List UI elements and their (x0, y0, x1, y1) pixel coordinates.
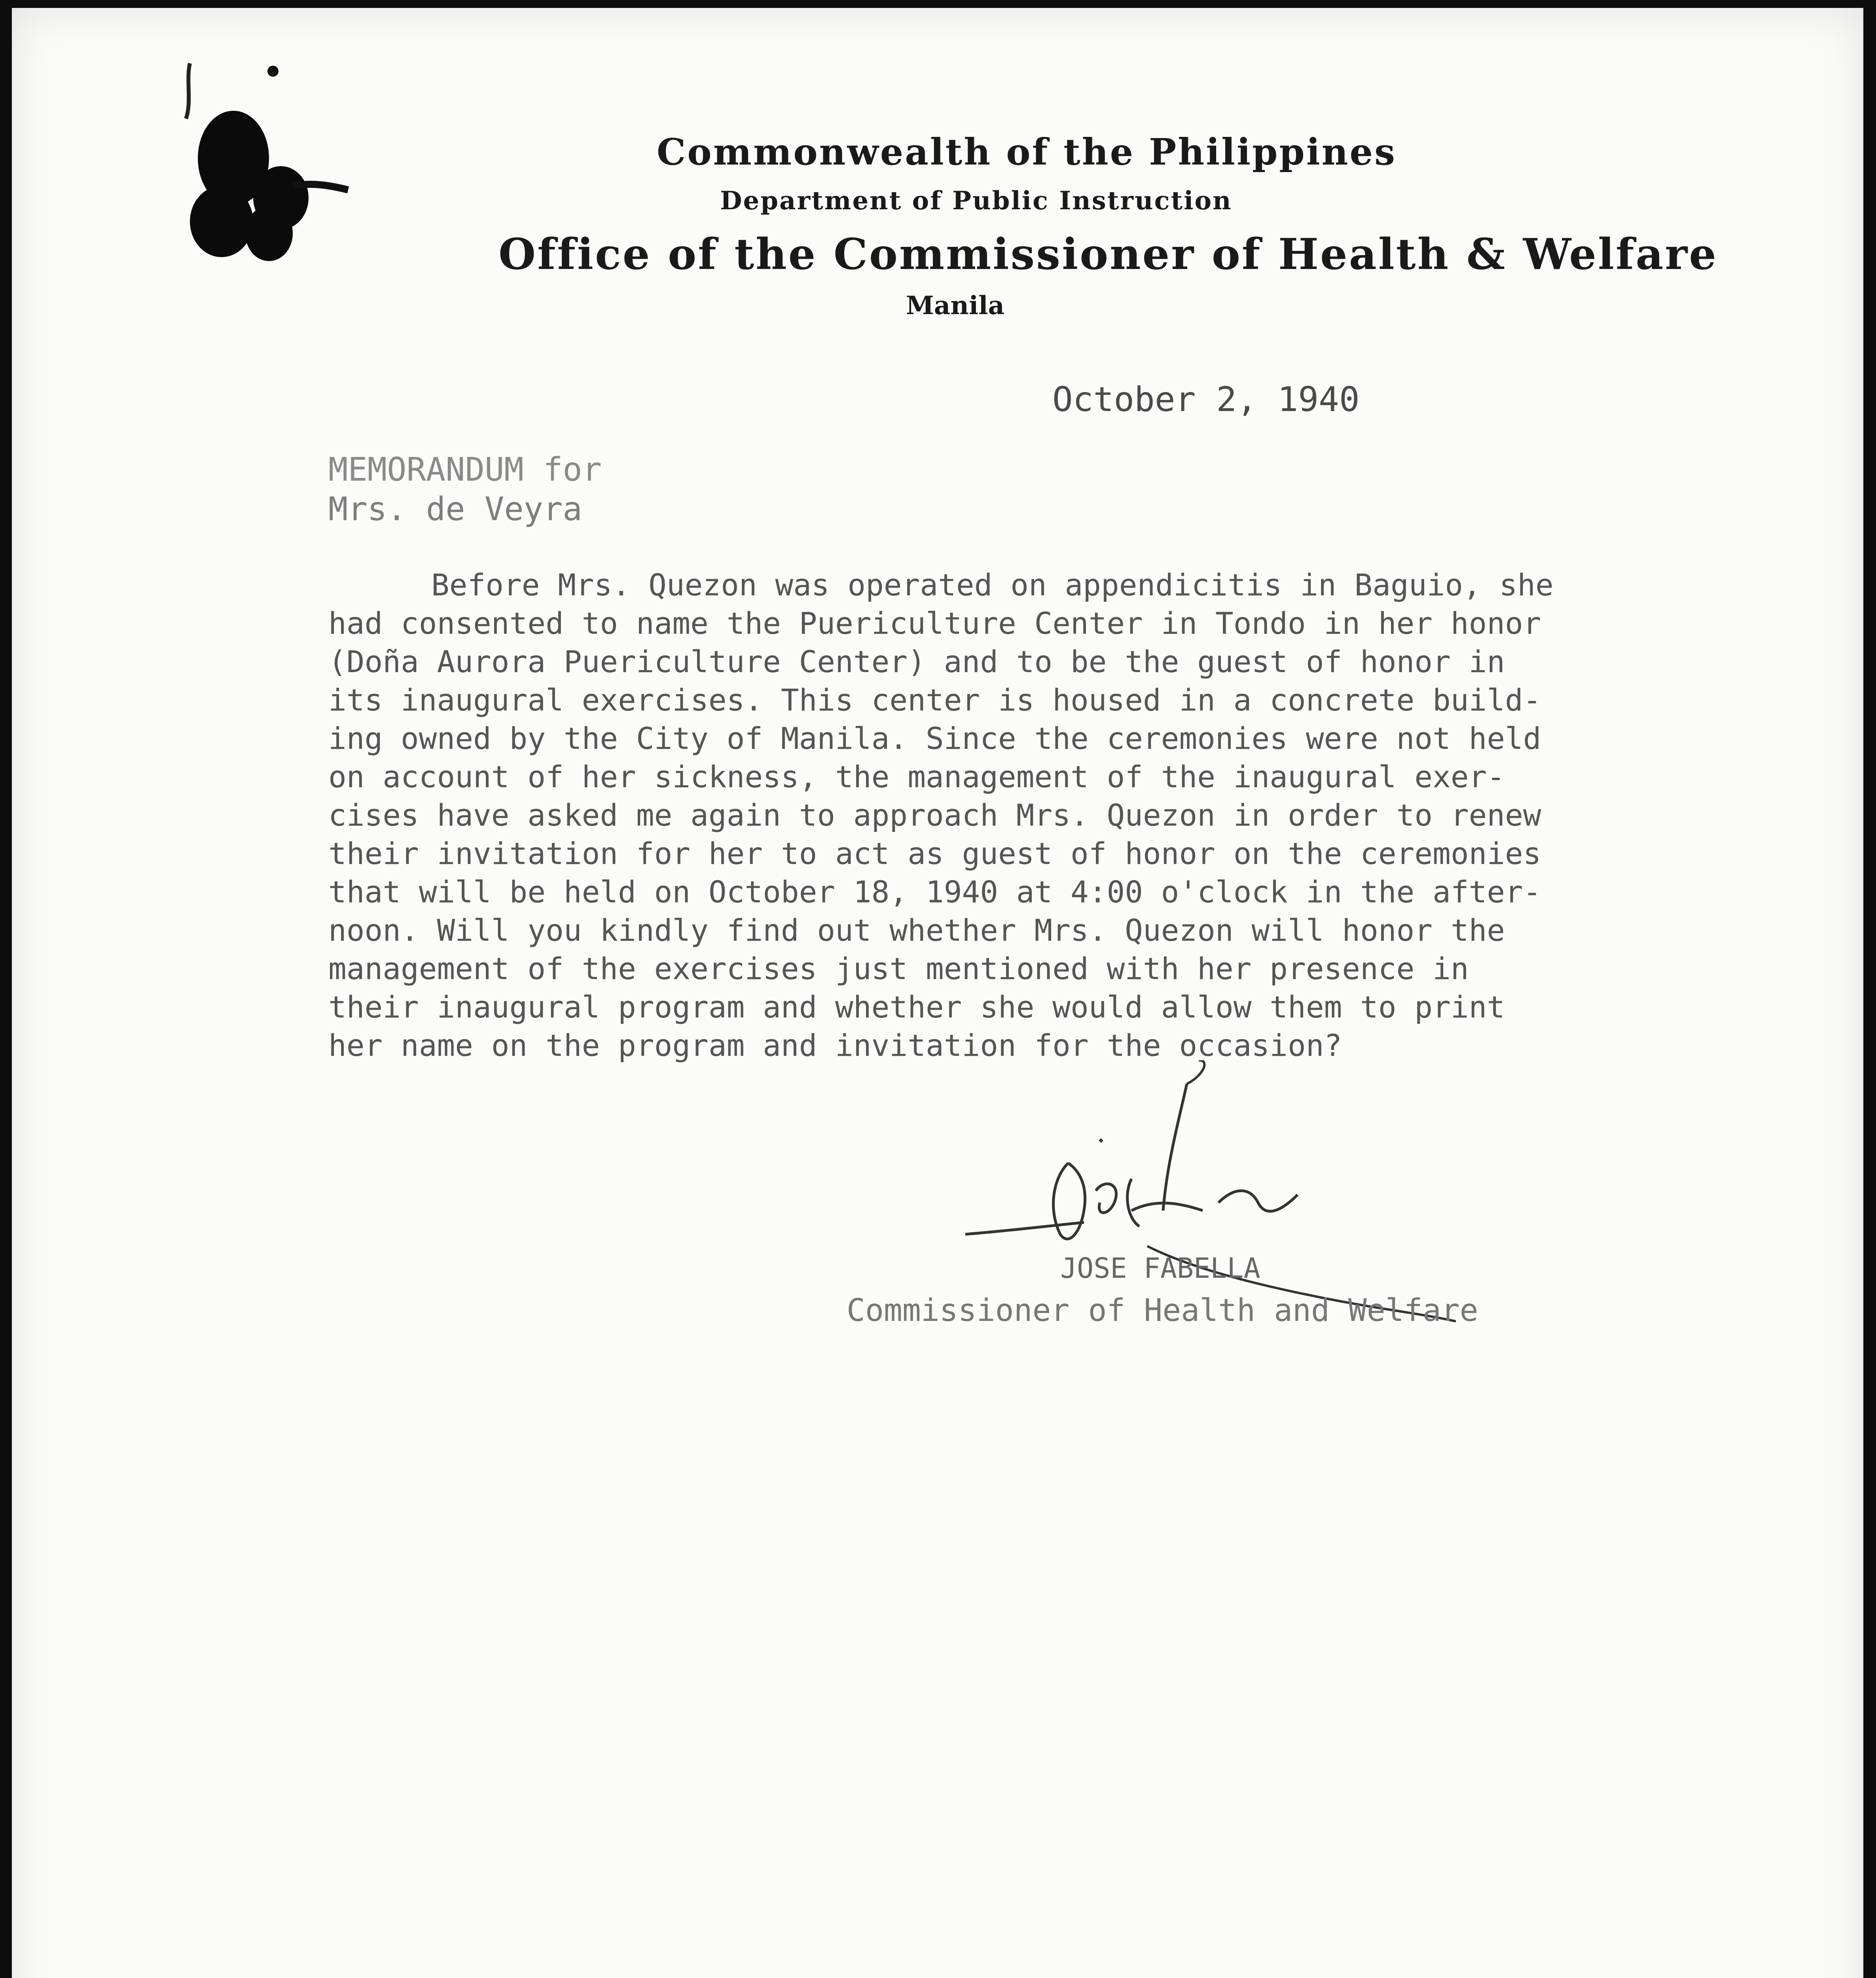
letter-date: October 2, 1940 (1052, 380, 1360, 419)
body-line: on account of her sickness, the management of the inaugural exer- (328, 759, 1505, 794)
signatory-name: JOSE FABELLA (1060, 1252, 1260, 1285)
letterhead-department: Department of Public Instruction (720, 186, 1232, 216)
body-line: ing owned by the City of Manila. Since the ceremonies were not held (328, 721, 1541, 756)
body-line: Before Mrs. Quezon was operated on appendicitis in Baguio, she (431, 567, 1554, 602)
body-line: management of the exercises just mentioned with her presence in (328, 951, 1469, 986)
letterhead-commonwealth: Commonwealth of the Philippines (657, 131, 1397, 173)
memo-body (328, 566, 1673, 1065)
body-line: their inaugural program and whether she would allow them to print (328, 989, 1505, 1025)
body-line: (Doña Aurora Puericulture Center) and to be the guest of honor in (328, 644, 1505, 679)
memo-recipient: Mrs. de Veyra (328, 491, 582, 528)
body-line: noon. Will you kindly find out whether Mrs. Quezon will honor the (328, 913, 1505, 948)
body-line: had consented to name the Puericulture Center in Tondo in her honor (328, 606, 1541, 641)
signatory-title: Commissioner of Health and Welfare (847, 1293, 1478, 1328)
letterhead-city: Manila (906, 291, 1004, 320)
memo-heading: MEMORANDUM for (328, 451, 602, 489)
letterhead-office: Office of the Commissioner of Health & Welfare (498, 229, 1718, 279)
ink-blot-mark (174, 55, 364, 277)
body-line: its inaugural exercises. This center is housed in a concrete build- (328, 682, 1541, 718)
body-line: that will be held on October 18, 1940 at 4:00 o'clock in the after- (328, 874, 1541, 909)
body-line: her name on the program and invitation for the occasion? (328, 1028, 1342, 1063)
body-line: cises have asked me again to approach Mrs. Quezon in order to renew (328, 798, 1541, 833)
body-line: their invitation for her to act as guest of honor on the ceremonies (328, 836, 1541, 871)
